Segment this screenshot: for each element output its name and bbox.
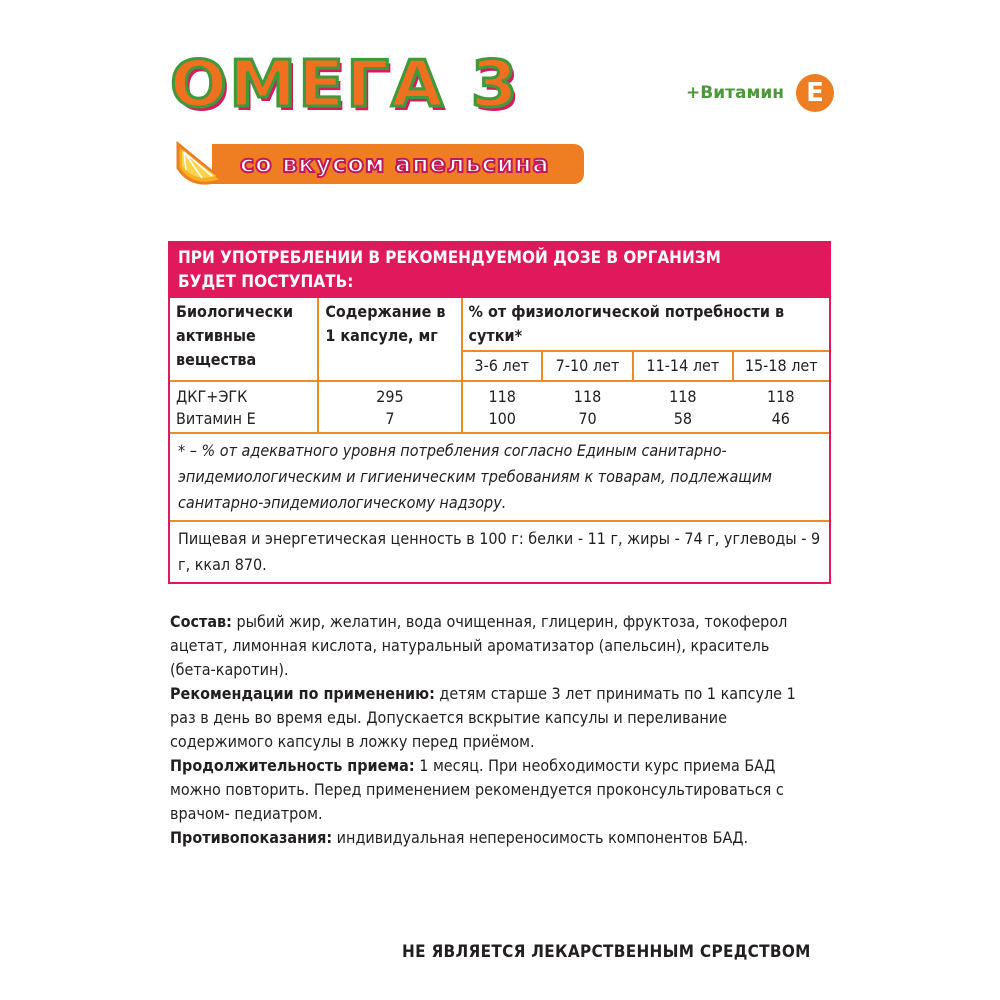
percent-value: 100 <box>488 409 516 428</box>
content-value: 295 <box>376 387 404 406</box>
age-group: 7-10 лет <box>542 351 633 381</box>
age-group: 15-18 лет <box>733 351 829 381</box>
brand-title: ОМЕГА 3 <box>170 48 520 122</box>
vitamin-e-icon: E <box>796 74 834 112</box>
percent-value: 46 <box>771 409 790 428</box>
table-header-line2: БУДЕТ ПОСТУПАТЬ: <box>178 272 354 292</box>
info-label: Продолжительность приема: <box>170 756 415 775</box>
flavor-banner <box>172 138 584 186</box>
disclaimer: НЕ ЯВЛЯЕТСЯ ЛЕКАРСТВЕННЫМ СРЕДСТВОМ <box>402 942 811 962</box>
content-value: 7 <box>385 409 395 428</box>
info-label: Состав: <box>170 612 232 631</box>
energy-value: Пищевая и энергетическая ценность в 100 г: белки - 11 г, жиры - 74 г, углеводы - 9 г, ккал 870. <box>170 520 829 582</box>
orange-slice-icon <box>172 138 228 186</box>
info-composition <box>170 610 810 682</box>
age-group: 11-14 лет <box>633 351 732 381</box>
percent-value: 118 <box>767 387 795 406</box>
info-duration <box>170 754 810 826</box>
col-percent: % от физиологической потребности в сутки* <box>462 298 829 351</box>
product-info <box>170 610 810 850</box>
info-text: детям старше 3 лет принимать по 1 капсуле 1 раз в день во время еды. Допускается вскрытие капсулы и переливание содержимого капсулы в ложку перед приёмом. <box>170 684 796 751</box>
percent-value: 118 <box>573 387 602 406</box>
vitamin-e-badge-group <box>686 74 834 112</box>
info-text: 1 месяц. При необходимости курс приема БАД можно повторить. Перед применением рекомендуется проконсультироваться с врачом- педиатром. <box>170 756 784 823</box>
vitamin-label: +Витамин <box>686 83 784 103</box>
brand-logo <box>170 48 520 122</box>
info-contraindications <box>170 826 810 850</box>
info-text: рыбий жир, желатин, вода очищенная, глицерин, фруктоза, токоферол ацетат, лимонная кислота, натуральный ароматизатор (апельсин), краситель (бета-каротин). <box>170 612 788 679</box>
substance-name: ДКГ+ЭГК <box>176 387 248 406</box>
percent-value: 70 <box>578 409 597 428</box>
table-row <box>170 381 829 432</box>
table-header <box>170 243 829 298</box>
percent-value: 58 <box>673 409 692 428</box>
flavor-text: со вкусом апельсина <box>240 150 550 178</box>
percent-value: 118 <box>669 387 697 406</box>
col-content: Содержание в 1 капсуле, мг <box>318 298 461 381</box>
intake-table <box>170 298 829 432</box>
info-usage <box>170 682 810 754</box>
substance-name: Витамин Е <box>176 409 256 428</box>
footnote: * – % от адекватного уровня потребления согласно Единым санитарно-эпидемиологическим и гигиеническим требованиям к товарам, подлежащим санитарно-эпидемиологическому надзору. <box>170 432 829 520</box>
info-text: индивидуальная непереносимость компонентов БАД. <box>332 828 749 847</box>
col-substance: Биологически активные вещества <box>170 298 318 381</box>
age-group: 3-6 лет <box>462 351 542 381</box>
nutrition-table <box>168 241 831 584</box>
table-header-line1: ПРИ УПОТРЕБЛЕНИИ В РЕКОМЕНДУЕМОЙ ДОЗЕ В ОРГАНИЗМ <box>178 248 721 268</box>
info-label: Противопоказания: <box>170 828 333 847</box>
info-label: Рекомендации по применению: <box>170 684 435 703</box>
percent-value: 118 <box>488 387 516 406</box>
